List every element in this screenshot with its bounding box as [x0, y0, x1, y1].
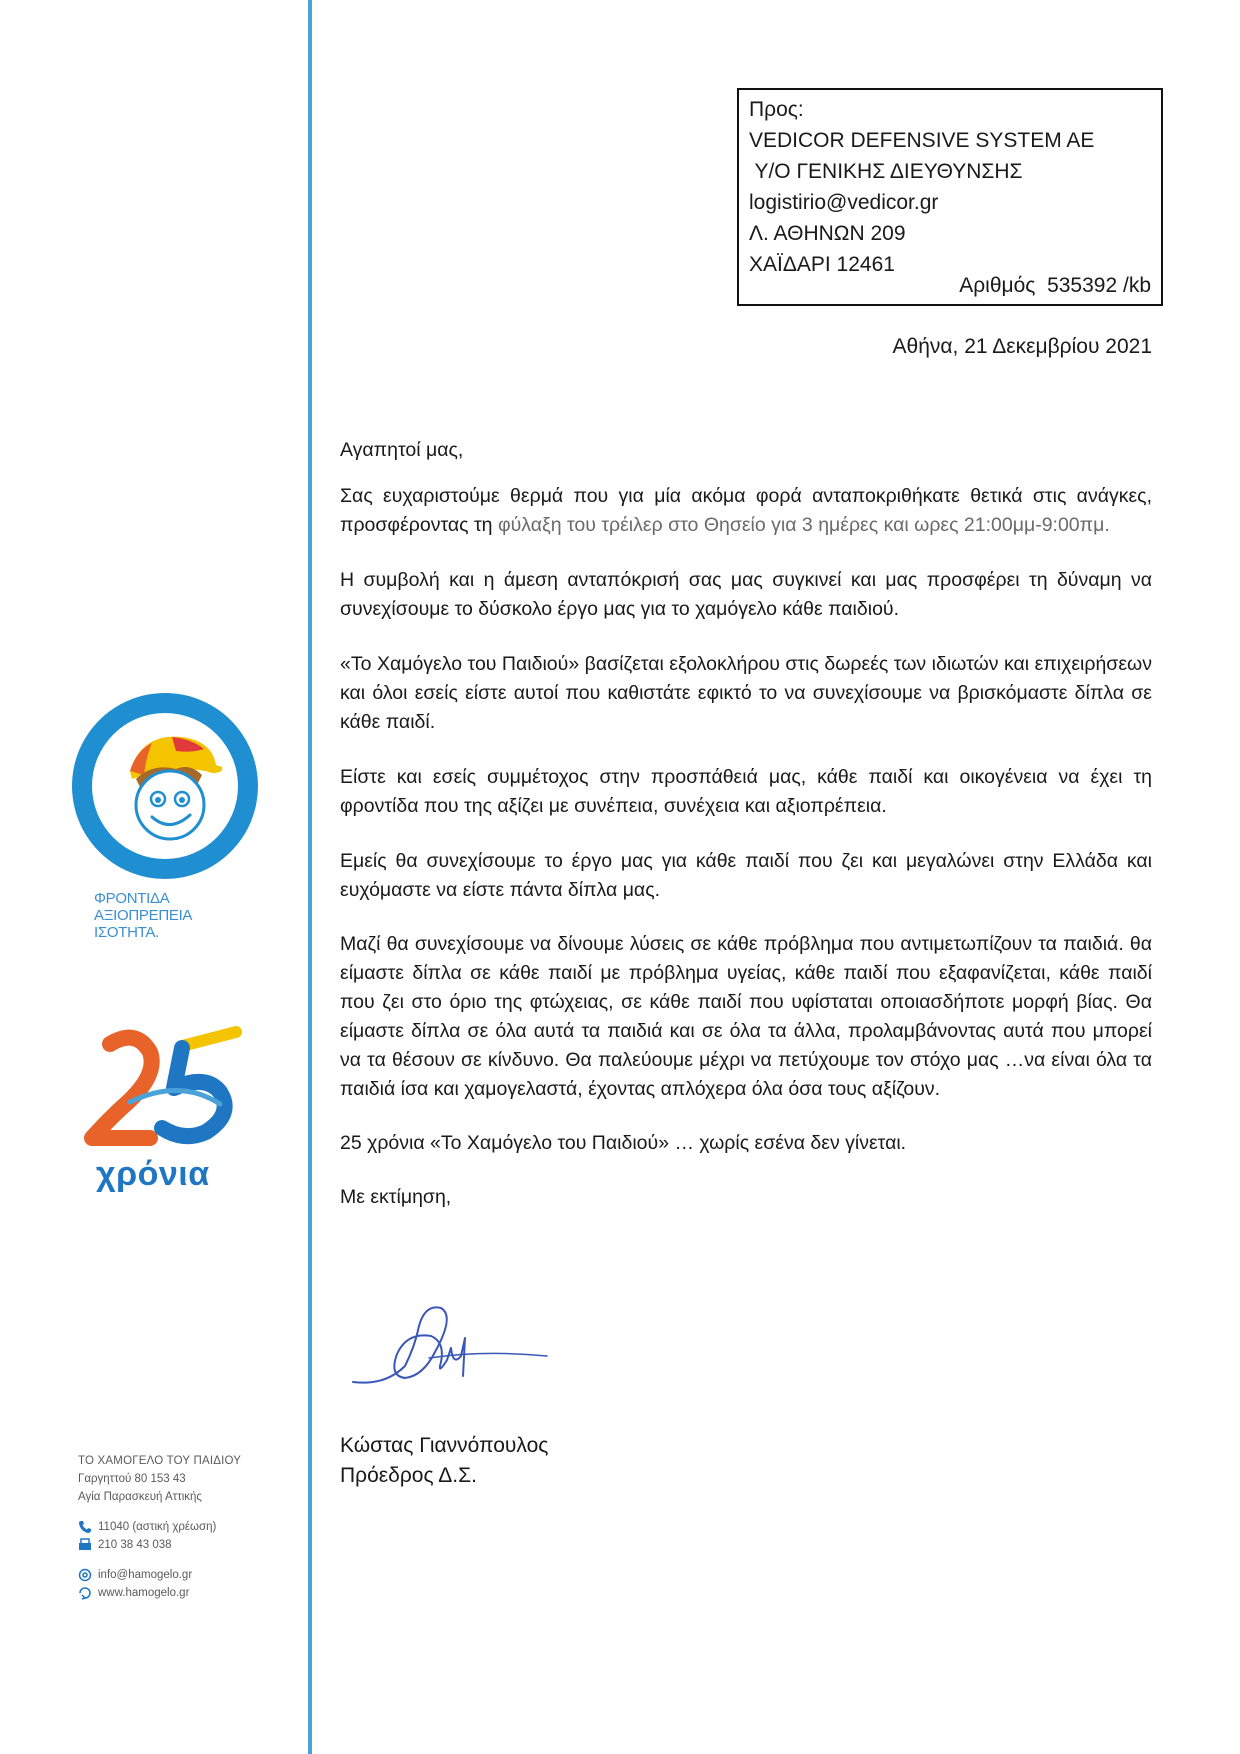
recipient-attention: Υ/Ο ΓΕΝΙΚΗΣ ΔΙΕΥΘΥΝΣΗΣ	[749, 160, 1023, 183]
paragraph-thanks: Σας ευχαριστούμε θερμά που για μία ακόμα φορά ανταποκριθήκατε θετικά στις ανάγκες, προσφέροντας τη φύλαξη του τρέιλερ στο Θησείο για 3 ημέρες και ωρες 21:00μμ-9:00πμ.	[340, 485, 1152, 536]
paragraph-continue: Εμείς θα συνεχίσουμε το έργο μας για κάθε παιδί που ζει και μεγαλώνει στην Ελλάδα και ευχόμαστε να είστε πάντα δίπλα μας.	[340, 850, 1152, 901]
email-at-icon	[78, 1568, 92, 1582]
contact-street: Γαργηττού 80 153 43	[78, 1473, 186, 1485]
organization-tagline: ΦΡΟΝΤΙΔΑ ΑΞΙΟΠΡΕΠΕΙΑ ΙΣΟΤΗΤΑ.	[94, 890, 193, 941]
letter-body	[340, 436, 1152, 1212]
organization-logo	[72, 693, 258, 879]
svg-text:Το χαμόγελο του παιδιού: Το χαμόγελο του παιδιού	[98, 788, 231, 854]
anniversary-label: χρόνια	[96, 1155, 210, 1193]
child-face-icon	[72, 693, 258, 879]
recipient-email: logistirio@vedicor.gr	[749, 191, 939, 214]
letter-date: Αθήνα, 21 Δεκεμβρίου 2021	[892, 335, 1152, 358]
letter-greeting: Αγαπητοί μας,	[340, 439, 464, 461]
paragraph-donations: «Το Χαμόγελο του Παιδιού» βασίζεται εξολοκλήρου στις δωρεές των ιδιωτών και επιχειρήσεων και όλοι εσείς είστε αυτοί που καθιστάτε εφικτό το να συνεχίσουμε να βρισκόμαστε δίπλα σε κάθε παιδί.	[340, 653, 1152, 733]
contact-website[interactable]: www.hamogelo.gr	[98, 1587, 190, 1599]
contact-email[interactable]: info@hamogelo.gr	[98, 1569, 193, 1581]
web-link-icon	[78, 1586, 92, 1600]
contact-email-row	[78, 1566, 278, 1584]
sidebar-divider	[308, 0, 312, 1754]
letter-closing: Με εκτίμηση,	[340, 1186, 452, 1208]
anniversary-emblem	[70, 1018, 260, 1158]
contact-area: Αγία Παρασκευή Αττικής	[78, 1491, 202, 1503]
paragraph-anniversary: 25 χρόνια «Το Χαμόγελο του Παιδιού» … χωρίς εσένα δεν γίνεται.	[340, 1132, 907, 1154]
paragraph-contribution: Η συμβολή και η άμεση ανταπόκρισή σας μας συγκινεί και μας προσφέρει τη δύναμη να συνεχίσουμε το δύσκολο έργο μας για το χαμόγελο κάθε παιδιού.	[340, 569, 1152, 620]
contact-fax: 210 38 43 038	[98, 1539, 172, 1551]
phone-icon	[78, 1520, 92, 1534]
signer-title: Πρόεδρος Δ.Σ.	[340, 1464, 477, 1487]
reference-number: Αριθμός 535392 /kb	[959, 274, 1151, 297]
recipient-company: VEDICOR DEFENSIVE SYSTEM AE	[749, 129, 1095, 152]
recipient-address-box	[737, 88, 1163, 306]
recipient-city: ΧΑΪΔΑΡΙ 12461	[749, 253, 895, 276]
paragraph-participation: Είστε και εσείς συμμέτοχος στην προσπάθειά μας, κάθε παιδί και οικογένεια να έχει τη φροντίδα που της αξίζει με συνέπεια, συνέχεια και αξιοπρέπεια.	[340, 766, 1152, 817]
signature	[345, 1296, 555, 1416]
signer-name: Κώστας Γιαννόπουλος	[340, 1434, 549, 1457]
contact-web-row	[78, 1584, 278, 1602]
recipient-to-label: Προς:	[749, 98, 804, 121]
contact-phone-row	[78, 1518, 278, 1536]
contact-org-name: ΤΟ ΧΑΜΟΓΕΛΟ ΤΟΥ ΠΑΙΔΙΟΥ	[78, 1455, 242, 1467]
organization-contact	[78, 1452, 278, 1602]
fax-icon	[78, 1538, 92, 1552]
contact-fax-row	[78, 1536, 278, 1554]
recipient-street: Λ. ΑΘΗΝΩΝ 209	[749, 222, 906, 245]
contact-phone: 11040 (αστική χρέωση)	[98, 1521, 217, 1533]
paragraph-solutions: Μαζί θα συνεχίσουμε να δίνουμε λύσεις σε κάθε πρόβλημα που αντιμετωπίζουν τα παιδιά. θα είμαστε δίπλα σε κάθε παιδί με πρόβλημα υγείας, κάθε παιδί που εξαφανίζεται, κάθε παιδί που ζει στο όριο της φτώχειας, σε κάθε παιδί που υφίσταται οποιασδήποτε μορφή βίας. Θα είμαστε δίπλα σε όλα αυτά τα παιδιά και σε όλα τα άλλα, προλαμβάνοντας αυτά που μπορεί να τα θέσουν σε κίνδυνο. Θα παλεύουμε μέχρι να πετύχουμε τον στόχο μας …να είναι όλα τα παιδιά ίσα και χαμογελαστά, έχοντας απλόχερα όλα όσα τους αξίζουν.	[340, 933, 1152, 1100]
signer-block	[340, 1431, 548, 1491]
